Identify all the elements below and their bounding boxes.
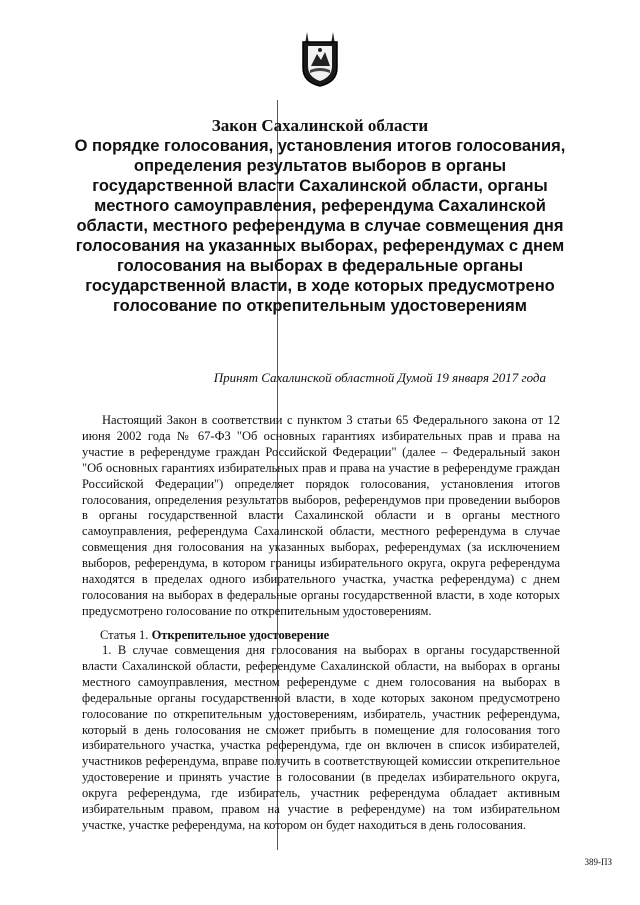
article-1-title: Открепительное удостоверение (151, 628, 330, 642)
law-subject-heading: О порядке голосования, установления итогов голосования, определения результатов выборов в органы государственной власти Сахалинской области, органы местного самоуправления, референдума Сахалинской области, местного референдума в случае совмещения дня голосования на указанных выборах, референдумах с днем голосования на выборах в федеральные органы государственной власти, в ходе которых предусмотрено голосование по открепительным удостоверениям (74, 137, 566, 315)
article-1-heading (100, 627, 329, 643)
sakhalin-coat-of-arms-icon (299, 28, 341, 88)
adoption-note: Принят Сахалинской областной Думой 19 января 2017 года (213, 370, 546, 385)
document-code: 389-ПЗ (584, 857, 612, 867)
law-title: Закон Сахалинской области (211, 116, 429, 135)
article-1-label: Статья 1. (100, 628, 149, 642)
article-1-paragraph-1: 1. В случае совмещения дня голосования на выборах в органы государственной власти Сахалинской области, референдуме Сахалинской области, на выборах в органы местного самоуправления, местном референдуме с днем голосования на выборах в федеральные органы государственной власти, в ходе которых законом предусмотрено голосование по открепительным удостоверениям, избиратель, участник референдума, который в день голосования не сможет прибыть в помещение для голосования того избирательного участка, участка референдума, где он включен в список избирателей, участников референдума, вправе получить в соответствующей комиссии открепительное удостоверение и принять участие в голосовании (в пределах избирательного округа, округа референдума, где избиратель, участник референдума обладает активным избирательным правом, правом на участие в референдуме) на том избирательном участке, участке референдума, на котором он будет находиться в день голосования. (82, 643, 560, 832)
preamble-paragraph: Настоящий Закон в соответствии с пунктом 3 статьи 65 Федерального закона от 12 июня 2002 года № 67-ФЗ "Об основных гарантиях избирательных прав и права на участие в референдуме граждан Российской Федерации" (далее – Федеральный закон "Об основных гарантиях избирательных прав и права на участие в референдуме граждан Российской Федерации") определяет порядок голосования, установления итогов голосования, определения результатов выборов, референдумов при проведении выборов в органы государственной власти Сахалинской области и в органы местного самоуправления, референдума Сахалинской области, местного референдума в случае совмещения дня голосования на указанных выборах, референдумах (за исключением выборов, референдума, в котором границы избирательного округа, округа референдума находятся в пределах одного избирательного участка, участка референдума) с днем голосования на выборах в федеральные органы государственной власти, в ходе которых предусмотрено голосование по открепительным удостоверениям. (82, 413, 560, 618)
